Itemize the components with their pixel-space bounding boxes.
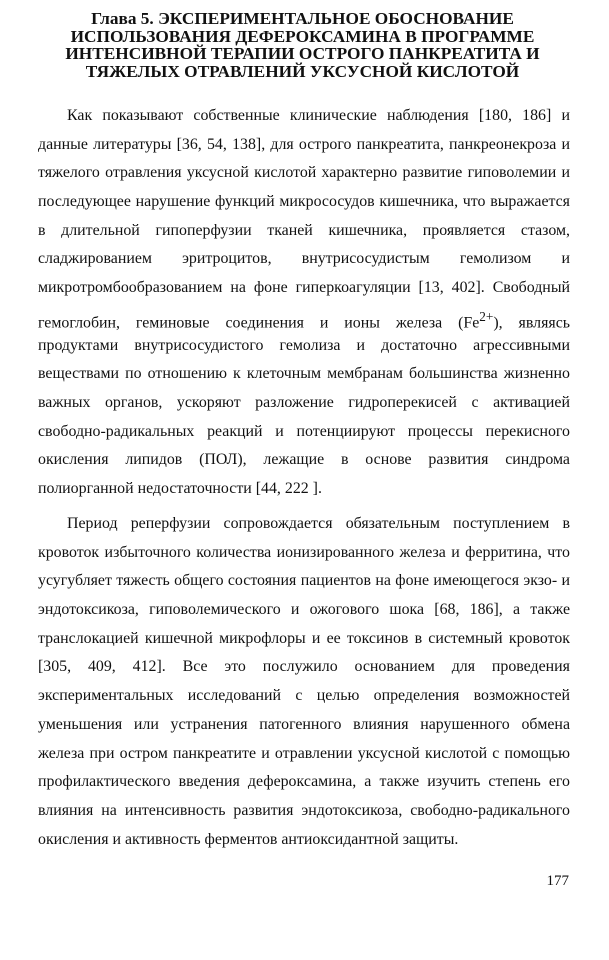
chapter-title-line: ТЯЖЕЛЫХ ОТРАВЛЕНИЙ УКСУСНОЙ КИСЛОТОЙ [85, 61, 520, 81]
text-line: важных органов, ускоряют разложение гидроперекисей с активацией [38, 393, 570, 411]
text-line: последующее нарушение функций микрососудов кишечника, что выражается [38, 193, 570, 211]
text-line: железа при остром панкреатите и отравлении уксусной кислотой с помощью [38, 744, 570, 762]
body-paragraph [38, 102, 570, 504]
text-line: данные литературы [36, 54, 138], для острого панкреатита, панкреонекроза и [38, 135, 570, 153]
text-line: профилактического введения дефероксамина, а также изучить степень его [38, 773, 570, 791]
text-line: микротромбообразованием на фоне гиперкоагуляции [13, 402]. Свободный [38, 279, 570, 297]
text-line: полиорганной недостаточности [44, 222 ]. [38, 479, 322, 497]
body-paragraph [38, 510, 570, 854]
text-line: транслокацией кишечной микрофлоры и ее токсинов в системный кровоток [38, 629, 570, 647]
text-line: влияния на интенсивность развития эндотоксикоза, свободно-радикального [38, 801, 570, 819]
text-line-iron-ion: гемоглобин, геминовые соединения и ионы железа $(Fe^{2+})$, являясь [38, 308, 570, 332]
text-line: экспериментальных исследований с целью определения возможностей [38, 687, 570, 705]
text-line: тяжелого отравления уксусной кислотой характерно развитие гиповолемии и [38, 164, 570, 182]
page-number: 177 [546, 873, 569, 889]
chapter-title-line: ИНТЕНСИВНОЙ ТЕРАПИИ ОСТРОГО ПАНКРЕАТИТА И [65, 44, 540, 64]
text-line: [305, 409, 412]. Все это послужило основанием для проведения [38, 658, 570, 676]
text-line: уменьшения или устранения патогенного влияния нарушенного обмена [38, 715, 570, 733]
text-line: окисления и активность ферментов антиоксидантной защиты. [38, 830, 459, 848]
chapter-title-line: ИСПОЛЬЗОВАНИЯ ДЕФЕРОКСАМИНА В ПРОГРАММЕ [70, 26, 535, 46]
text-line: усугубляет тяжесть общего состояния пациентов на фоне имеющегося экзо- и [38, 572, 570, 590]
text-line: эндотоксикоза, гиповолемического и ожогового шока [68, 186], а также [38, 601, 570, 619]
chapter-title-line: Глава 5. ЭКСПЕРИМЕНТАЛЬНОЕ ОБОСНОВАНИЕ [91, 9, 514, 28]
text-line: сладжированием эритроцитов, внутрисосудистым гемолизом и [38, 250, 570, 268]
text-line: свободно-радикальных реакций и потенциируют процессы перекисного [38, 422, 570, 440]
text-line: в длительной гипоперфузии тканей кишечника, проявляется стазом, [38, 221, 570, 239]
text-line: окисления липидов (ПОЛ), лежащие в основе развития синдрома [38, 451, 570, 469]
text-line: Период реперфузии сопровождается обязательным поступлением в [67, 515, 570, 532]
text-line: веществами по отношению к клеточным мембранам большинства жизненно [38, 365, 570, 383]
text-line: продуктами внутрисосудистого гемолиза и достаточно агрессивными [38, 336, 570, 354]
chapter-title [30, 10, 575, 80]
text-line: Как показывают собственные клинические наблюдения [180, 186] и [67, 107, 570, 124]
text-line: кровоток избыточного количества ионизированного железа и ферритина, что [38, 543, 570, 561]
